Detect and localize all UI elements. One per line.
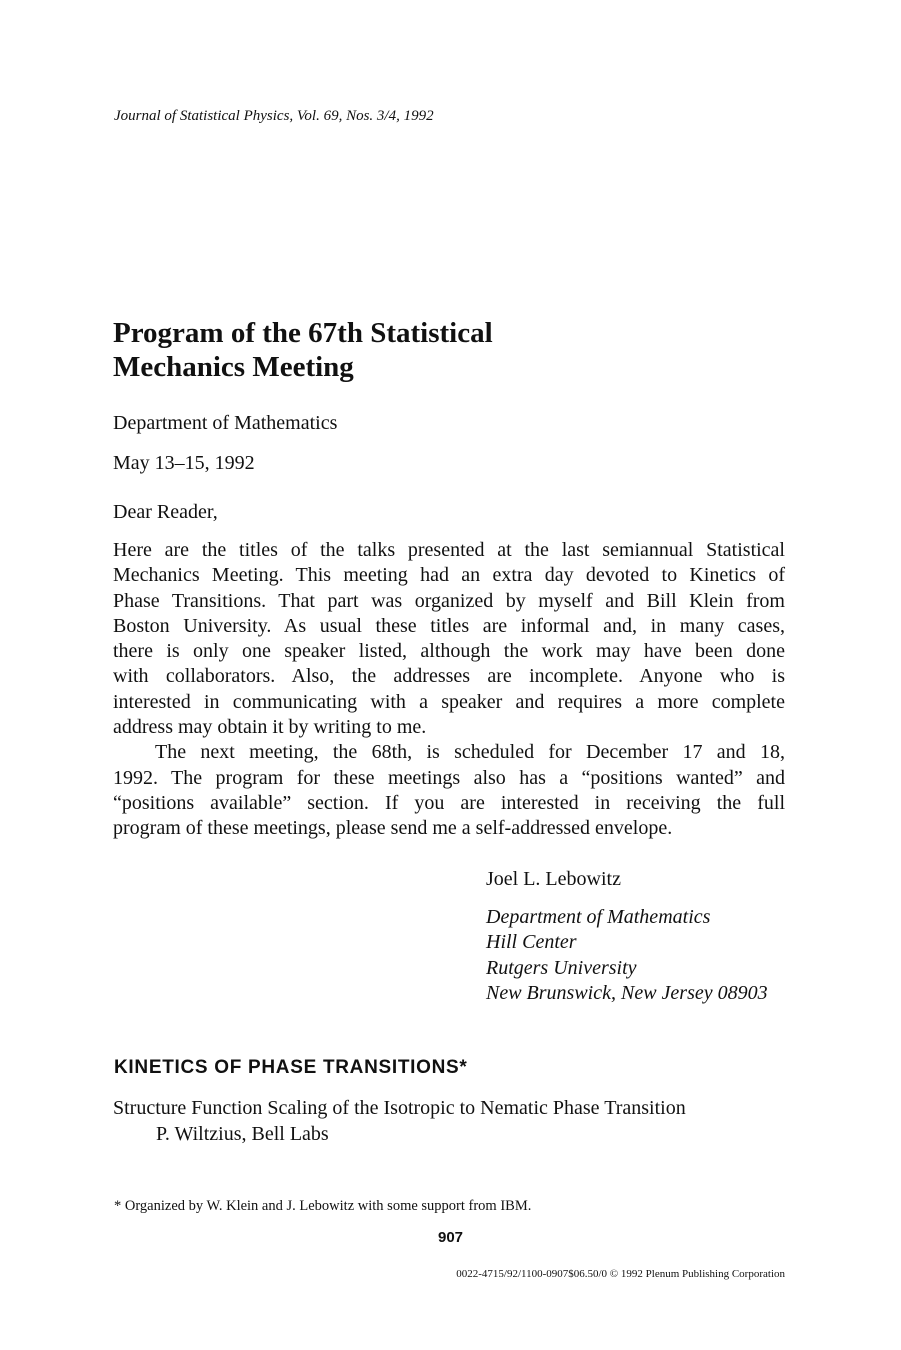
article-title-line-1: Program of the 67th Statistical: [113, 317, 493, 349]
address-line: Rutgers University: [486, 956, 637, 979]
talk-title: Structure Function Scaling of the Isotropic to Nematic Phase Transition: [113, 1097, 686, 1119]
address-line: Hill Center: [486, 931, 577, 954]
talk-entry: [113, 1095, 686, 1147]
paragraph-line: address may obtain it by writing to me.: [113, 716, 427, 739]
intro-paragraph: [113, 538, 785, 842]
paragraph-line: program of these meetings, please send me a self-addressed envelope.: [113, 817, 673, 840]
address-line: Department of Mathematics: [486, 906, 711, 928]
paragraph-line: with collaborators. Also, the addresses are incomplete. Anyone who is: [113, 665, 785, 688]
signer-name: Joel L. Lebowitz: [486, 868, 621, 890]
paragraph-line: Boston University. As usual these titles are informal and, in many cases,: [113, 614, 785, 637]
talk-speaker: P. Wiltzius, Bell Labs: [156, 1123, 329, 1145]
paragraph-line: Here are the titles of the talks presented at the last semiannual Statistical: [113, 539, 785, 561]
article-title: [113, 316, 493, 384]
meeting-date: May 13–15, 1992: [113, 452, 255, 474]
salutation: Dear Reader,: [113, 501, 218, 523]
paragraph-line: there is only one speaker listed, although the work may have been done: [113, 640, 785, 663]
footnote: * Organized by W. Klein and J. Lebowitz with some support from IBM.: [114, 1198, 532, 1214]
journal-header: Journal of Statistical Physics, Vol. 69, Nos. 3/4, 1992: [114, 108, 434, 124]
address-line: New Brunswick, New Jersey 08903: [486, 982, 768, 1005]
paragraph-line: “positions available” section. If you are interested in receiving the full: [113, 791, 785, 814]
paragraph-line: The next meeting, the 68th, is scheduled for December 17 and 18,: [155, 741, 785, 764]
copyright-line: 0022-4715/92/1100-0907$06.50/0 © 1992 Plenum Publishing Corporation: [456, 1268, 785, 1280]
section-heading: KINETICS OF PHASE TRANSITIONS*: [114, 1057, 468, 1078]
department-line: Department of Mathematics: [113, 412, 338, 434]
paragraph-line: interested in communicating with a speaker and requires a more complete: [113, 690, 785, 713]
paragraph-line: 1992. The program for these meetings also has a “positions wanted” and: [113, 766, 785, 789]
article-title-line-2: Mechanics Meeting: [113, 351, 354, 383]
paragraph-line: Phase Transitions. That part was organized by myself and Bill Klein from: [113, 589, 785, 612]
signature-address: [486, 905, 768, 1007]
page-number: 907: [437, 1229, 464, 1246]
paragraph-line: Mechanics Meeting. This meeting had an extra day devoted to Kinetics of: [113, 564, 785, 587]
signature-name: [486, 867, 621, 892]
